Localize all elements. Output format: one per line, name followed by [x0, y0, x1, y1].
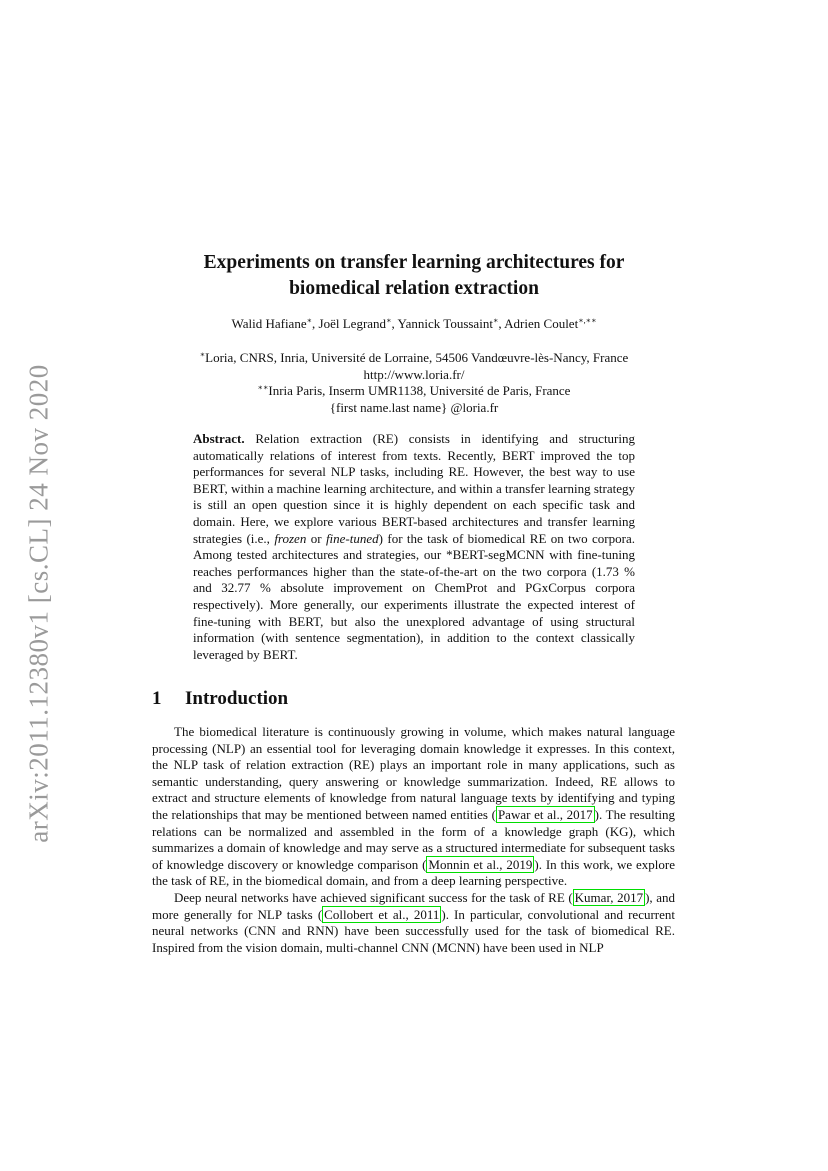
affiliation-mark: ∗∗ [257, 383, 269, 392]
abstract-emphasis: fine-tuned [325, 530, 379, 546]
author-mark: ∗ [386, 316, 392, 325]
paragraph: Deep neural networks have achieved significant success for the task of RE ( Kumar, 2017 ), and more generally for NLP tasks ( Collobert et al., 2011 ). In particular, convolutional and recurrent neural networks (CNN and RNN) have been successfully used for the task of biomedical RE. Inspired from the vision domain, multi-channel CNN (MCNN) have been used in NLP [152, 889, 676, 955]
affiliation-line: ∗∗Inria Paris, Inserm UMR1138, Université de Paris, France [257, 383, 571, 398]
paper-title [150, 250, 678, 302]
author-mark: ∗ [492, 316, 499, 325]
section-heading [152, 688, 288, 710]
arxiv-identifier: arXiv:2011.12380v1 [cs.CL] 24 Nov 2020 [23, 363, 54, 843]
author-name: Walid Hafiane [231, 316, 307, 331]
author-name: Joël Legrand [318, 316, 387, 331]
section-number: 1 [152, 688, 162, 709]
title-line-2: biomedical relation extraction [289, 278, 539, 299]
abstract-label: Abstract. [193, 431, 245, 446]
abstract: Abstract. Relation extraction (RE) consists in identifying and structuring automatically relations of interest from texts. Recently, BERT improved the top performances for several NLP tasks, including RE. However, the best way to use BERT, within a machine learning architecture, and within a transfer learning strategy is still an open question since it is highly dependent on each specific task and domain. Here, we explore various BERT-based architectures and transfer learning strategies (i.e., frozen or fine-tuned) for the task of biomedical RE on two corpora. Among tested architectures and strategies, our *BERT-segMCNN with fine-tuning reaches performances higher than the state-of-the-art on the two corpora (1.73 % and 32.77 % absolute improvement on ChemProt and PGxCorpus corpora respectively). More generally, our experiments illustrate the expected interest of fine-tuning with BERT, but also the unexplored advantage of using structural information (with sentence segmentation), in addition to the context classically leveraged by BERT. [193, 431, 635, 662]
affiliation-email: {first name.last name} @loria.fr [329, 399, 499, 415]
citation-link[interactable]: Collobert et al., 2011 [324, 906, 440, 922]
arxiv-side-stamp [20, 356, 58, 850]
author-mark: ∗ [306, 316, 313, 325]
author-name: Yannick Toussaint [397, 316, 493, 331]
title-line-1: Experiments on transfer learning architectures for [203, 252, 625, 273]
affiliation-line: ∗Loria, CNRS, Inria, Université de Lorraine, 54506 Vandœuvre-lès-Nancy, France [199, 350, 629, 365]
author-mark: ∗,∗∗ [578, 316, 597, 325]
paragraph: The biomedical literature is continuously growing in volume, which makes natural language processing (NLP) an essential tool for leveraging domain knowledge it expresses. In this context, the NLP task of relation extraction (RE) plays an important role in many applications, such as semantic understanding, query answering or knowledge summarization. Indeed, RE allows to extract and structure elements of knowledge from natural language texts by identifying and typing the relationships that may be mentioned between named entities ( Pawar et al., 2017 ). The resulting relations can be normalized and assembled in the form of a knowledge graph (KG), which summarizes a domain of knowledge and may serve as a structured intermediate for subsequent tasks of knowledge discovery or knowledge comparison ( Monnin et al., 2019 ). In this work, we explore the task of RE, in the biomedical domain, and from a deep learning perspective. [152, 724, 675, 889]
author-name: Adrien Coulet [504, 316, 579, 331]
abstract-text: Relation extraction (RE) consists in identifying and structuring automatically relations of interest from texts. Recently, BERT improved the top performances for several NLP tasks, including RE. However, the best way to use BERT, within a machine learning architecture, and within a transfer learning strategy is still an open question since it is highly dependent on each specific task and domain. Here, we explore various BERT-based architectures and transfer learning strategies (i.e., [193, 431, 635, 546]
citation-link[interactable]: Kumar, 2017 [574, 889, 644, 905]
author-list: Walid Hafiane∗, Joël Legrand∗, Yannick Toussaint∗, Adrien Coulet∗,∗∗ [231, 316, 597, 331]
affiliation-mark: ∗ [199, 350, 206, 359]
affiliations [150, 350, 678, 416]
affiliation-url: http://www.loria.fr/ [363, 366, 465, 382]
abstract-emphasis: frozen [274, 530, 307, 546]
citation-link[interactable]: Pawar et al., 2017 [497, 806, 593, 822]
section-title: Introduction [185, 688, 289, 709]
introduction-body [152, 724, 675, 956]
citation-link[interactable]: Monnin et al., 2019 [428, 856, 533, 872]
